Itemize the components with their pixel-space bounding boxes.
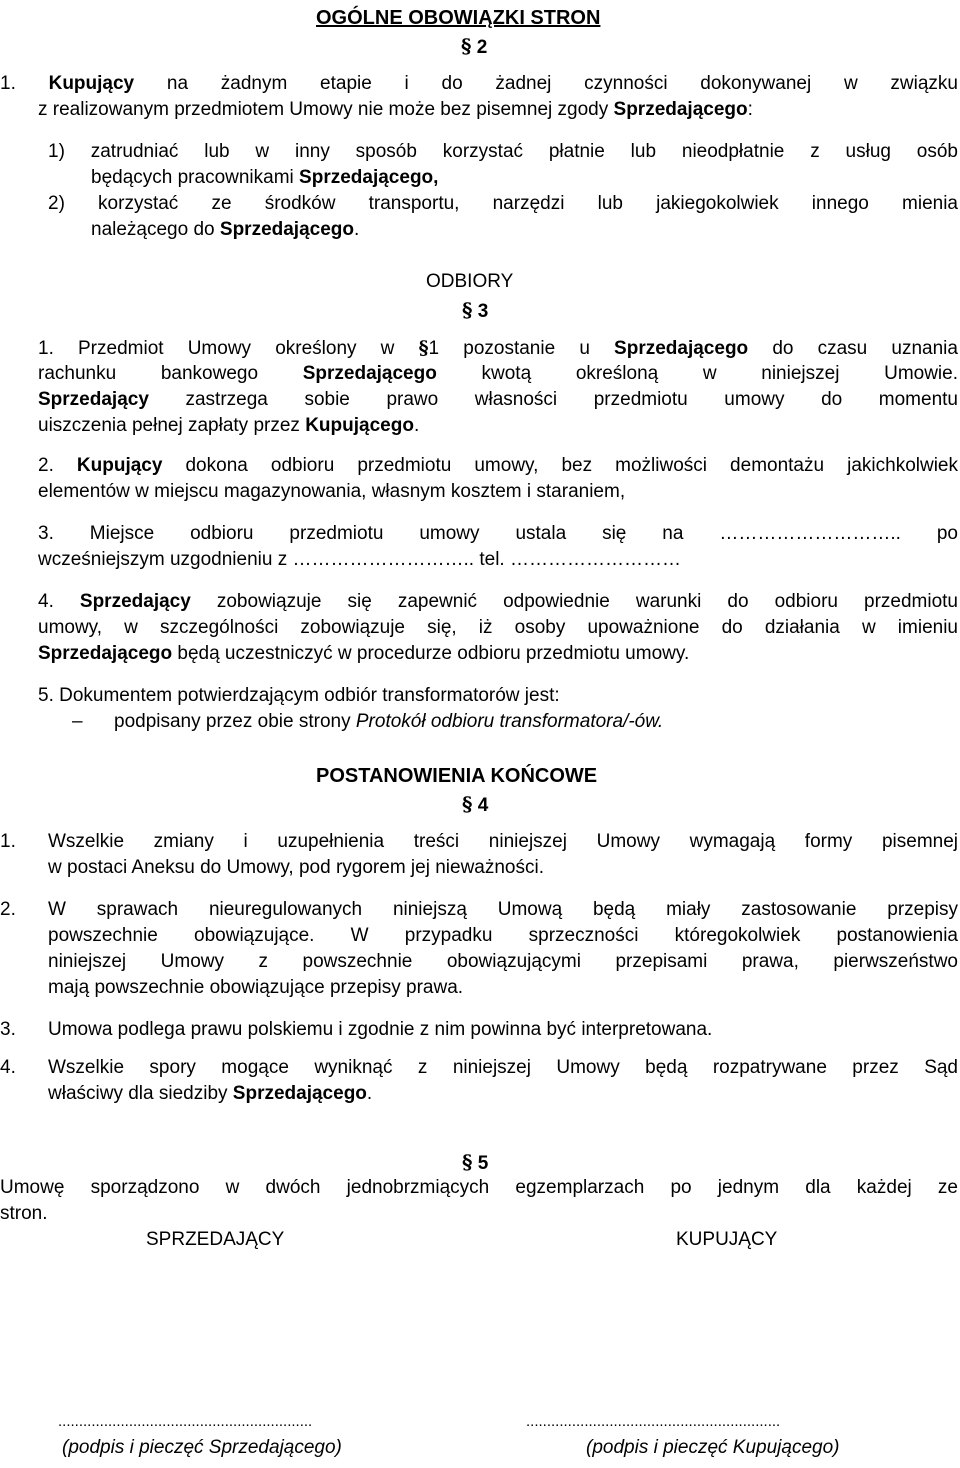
party-name: Sprzedający [79, 591, 191, 612]
s4-p4-line2 [48, 1082, 372, 1106]
seller-signature-line: ............................................................. [58, 1413, 313, 1430]
s4-n4: 4. [0, 1057, 16, 1078]
text: na żadnym etapie i do żadnej czynności dokonywanej w związku [134, 73, 958, 94]
paragraph-sign-icon: § [462, 792, 473, 816]
text: rachunku bankowego [38, 363, 303, 384]
text: uiszczenia pełnej zapłaty przez [38, 415, 306, 436]
party-name: Kupujący [48, 73, 135, 94]
item-number: 1. [0, 73, 16, 94]
s4-n3: 3. [0, 1019, 16, 1040]
party-name: Sprzedający [38, 389, 149, 410]
s5-line1: Umowę sporządzono w dwóch jednobrzmiących egzemplarzach po jednym dla każdej ze [0, 1177, 958, 1198]
section-number: 3 [477, 301, 489, 322]
party-name: Kupujący [76, 455, 163, 476]
section-marker-3 [462, 298, 488, 324]
seller-heading: SPRZEDAJĄCY [146, 1229, 285, 1250]
text: . [413, 415, 420, 436]
section-marker-4 [462, 792, 488, 818]
s3-p5-item [114, 710, 663, 734]
buyer-heading: KUPUJĄCY [676, 1229, 778, 1250]
s4-p2-line4: mają powszechnie obowiązujące przepisy prawa. [48, 977, 464, 998]
s4-n2: 2. [0, 899, 16, 920]
text: właściwy dla siedziby [48, 1083, 233, 1104]
s2-item2-line1: 2) korzystać ze środków transportu, narzędzi lub jakiegokolwiek innego mienia [48, 193, 958, 214]
section-title-odbiory: ODBIORY [426, 271, 514, 292]
s3-p1-line4 [38, 414, 419, 438]
section-title-final-provisions: POSTANOWIENIA KOŃCOWE [316, 765, 598, 787]
section-title-general-obligations: OGÓLNE OBOWIĄZKI STRON [316, 7, 601, 29]
text: podpisany przez obie strony [114, 711, 356, 732]
s2-p1-line2 [38, 98, 753, 122]
party-name: Sprzedającego, [299, 167, 439, 188]
party-name: Sprzedającego [302, 363, 437, 384]
party-name: Sprzedającego [613, 99, 748, 120]
party-name: Sprzedającego [219, 219, 354, 240]
section-number: 4 [477, 795, 489, 816]
s2-p1-line1 [0, 72, 958, 96]
buyer-signature-line: ............................................................. [526, 1413, 781, 1430]
party-name: Sprzedającego [38, 643, 173, 664]
s4-p2-line2: powszechnie obowiązujące. W przypadku sprzeczności któregokolwiek postanowienia [48, 925, 958, 946]
s3-p4-line2: umowy, w szczególności zobowiązuje się, iż osoby upoważnione do działania w imieniu [38, 617, 958, 638]
s3-p5-dash: – [72, 711, 83, 732]
text: z realizowanym przedmiotem Umowy nie może bez pisemnej zgody [38, 99, 614, 120]
s3-p3-line2: wcześniejszym uzgodnieniu z ……………………….. tel. ……………………… [38, 549, 681, 570]
party-name: Sprzedającego [614, 338, 749, 359]
s2-item1-line1: 1) zatrudniać lub w inny sposób korzystać płatnie lub nieodpłatnie z usług osób [48, 141, 958, 162]
text: . [366, 1083, 373, 1104]
party-name: Kupującego [305, 415, 414, 436]
s3-p4-line1 [38, 590, 958, 614]
text: dokona odbioru przedmiotu umowy, bez możliwości demontażu jakichkolwiek [162, 455, 958, 476]
s3-p2-line2: elementów w miejscu magazynowania, własnym kosztem i staraniem, [38, 481, 626, 502]
s3-p1-line1 [38, 336, 958, 361]
s3-p3-line1: 3. Miejsce odbioru przedmiotu umowy ustala się na ……………………….. po [38, 523, 958, 544]
text: . [354, 219, 360, 240]
text: 2. [38, 455, 77, 476]
buyer-signature-caption: (podpis i pieczęć Kupującego) [586, 1437, 840, 1458]
paragraph-sign-icon: § [462, 1150, 473, 1174]
party-name: Sprzedającego [232, 1083, 367, 1104]
section-number: 2 [476, 37, 488, 58]
text: zastrzega sobie prawo własności przedmiotu umowy do momentu [148, 389, 958, 410]
text: do czasu uznania [748, 338, 958, 359]
text: kwotą określoną w niniejszej Umowie. [436, 363, 959, 384]
s5-line2: stron. [0, 1203, 48, 1224]
s4-p4-line1: Wszelkie spory mogące wyniknąć z niniejszej Umowy będą rozpatrywane przez Sąd [48, 1057, 958, 1078]
section-number: 5 [477, 1153, 489, 1174]
s4-n1: 1. [0, 831, 16, 852]
s4-p2-line3: niniejszej Umowy z powszechnie obowiązującymi przepisami prawa, pierwszeństwo [48, 951, 958, 972]
s4-p2-line1: W sprawach nieuregulowanych niniejszą Umową będą miały zastosowanie przepisy [48, 899, 958, 920]
text: 1 pozostanie u [428, 338, 615, 359]
s2-item2-line2 [91, 218, 359, 242]
paragraph-sign-icon: § [461, 34, 472, 58]
section-marker-5 [462, 1150, 488, 1176]
text: będących pracownikami [91, 167, 300, 188]
document-name: Protokół odbioru transformatora/-ów. [355, 711, 664, 732]
text: zobowiązuje się zapewnić odpowiednie warunki do odbioru przedmiotu [190, 591, 959, 612]
text: 1. Przedmiot Umowy określony w [38, 338, 419, 359]
section-marker-2 [461, 34, 487, 60]
s4-p3-line1: Umowa podlega prawu polskiemu i zgodnie z nim powinna być interpretowana. [48, 1019, 713, 1040]
s3-p5-line1: 5. Dokumentem potwierdzającym odbiór transformatorów jest: [38, 685, 560, 706]
s3-p2-line1 [38, 454, 958, 478]
s4-p1-line1: Wszelkie zmiany i uzupełnienia treści niniejszej Umowy wymagają formy pisemnej [48, 831, 958, 852]
text: 4. [38, 591, 80, 612]
text: należącego do [91, 219, 220, 240]
paragraph-sign-icon: § [418, 337, 429, 359]
s3-p1-line2 [38, 362, 958, 386]
text: będą uczestniczyć w procedurze odbioru przedmiotu umowy. [172, 643, 690, 664]
s3-p1-line3 [38, 388, 958, 412]
s3-p4-line3 [38, 642, 689, 666]
seller-signature-caption: (podpis i pieczęć Sprzedającego) [62, 1437, 342, 1458]
text: : [747, 99, 753, 120]
paragraph-sign-icon: § [462, 298, 473, 322]
s4-p1-line2: w postaci Aneksu do Umowy, pod rygorem jej nieważności. [48, 857, 544, 878]
s2-item1-line2 [91, 166, 438, 190]
